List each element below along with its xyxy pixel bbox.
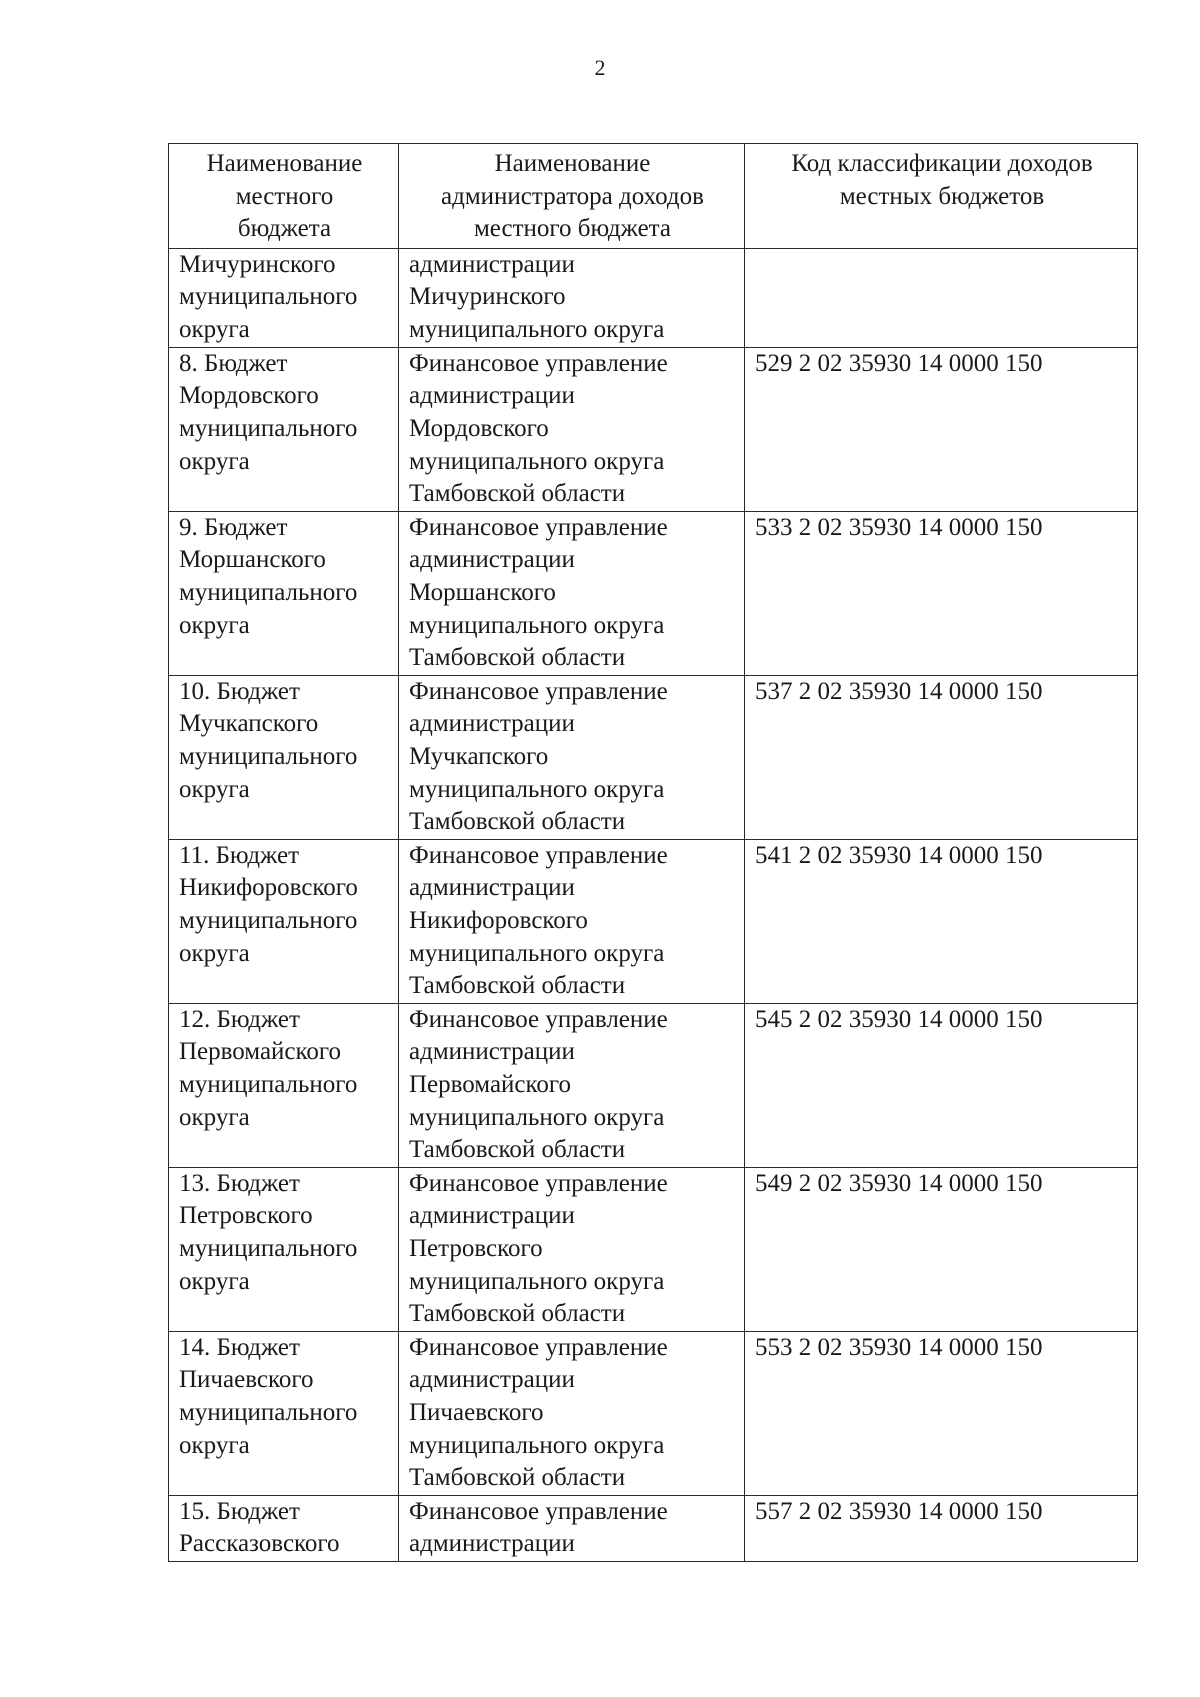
budget-cell bbox=[169, 675, 399, 839]
budget-name: 15. Бюджет Рассказовского bbox=[179, 1497, 340, 1558]
classification-code: 537 2 02 35930 14 0000 150 bbox=[755, 677, 1043, 705]
classification-code: 529 2 02 35930 14 0000 150 bbox=[755, 349, 1043, 377]
header-administrator-name bbox=[399, 144, 745, 249]
header-budget-name bbox=[169, 144, 399, 249]
table-body bbox=[169, 248, 1138, 1561]
administrator-cell bbox=[399, 248, 745, 347]
table-header bbox=[169, 144, 1138, 249]
administrator-name: Финансовое управление администрации Никифоровского муниципального округа Тамбовской области bbox=[409, 841, 668, 1000]
code-cell bbox=[745, 675, 1138, 839]
budget-cell bbox=[169, 248, 399, 347]
code-cell bbox=[745, 511, 1138, 675]
header-classification-code-label: Код классификации доходов местных бюджетов bbox=[791, 150, 1093, 210]
budget-cell bbox=[169, 1331, 399, 1495]
administrator-cell bbox=[399, 1003, 745, 1167]
classification-code: 533 2 02 35930 14 0000 150 bbox=[755, 513, 1043, 541]
administrator-name: Финансовое управление администрации Петровского муниципального округа Тамбовской области bbox=[409, 1169, 668, 1328]
administrator-name: Финансовое управление администрации Пичаевского муниципального округа Тамбовской области bbox=[409, 1333, 668, 1492]
administrator-cell bbox=[399, 1167, 745, 1331]
budget-cell bbox=[169, 839, 399, 1003]
classification-code: 549 2 02 35930 14 0000 150 bbox=[755, 1169, 1043, 1197]
budget-cell bbox=[169, 1167, 399, 1331]
code-cell bbox=[745, 1331, 1138, 1495]
administrator-name: Финансовое управление администрации Мучкапского муниципального округа Тамбовской области bbox=[409, 677, 668, 836]
header-budget-name-label: Наименование местного бюджета bbox=[206, 150, 363, 243]
budget-name: Мичуринского муниципального округа bbox=[179, 250, 358, 343]
classification-code: 545 2 02 35930 14 0000 150 bbox=[755, 1005, 1043, 1033]
header-classification-code bbox=[745, 144, 1138, 249]
budget-name: 12. Бюджет Первомайского муниципального округа bbox=[179, 1005, 358, 1131]
classification-code: 557 2 02 35930 14 0000 150 bbox=[755, 1497, 1043, 1525]
table-row bbox=[169, 248, 1138, 347]
budget-cell bbox=[169, 1003, 399, 1167]
table-row bbox=[169, 1495, 1138, 1561]
classification-code: 541 2 02 35930 14 0000 150 bbox=[755, 841, 1043, 869]
code-cell bbox=[745, 248, 1138, 347]
table-row bbox=[169, 1331, 1138, 1495]
budget-revenue-table bbox=[168, 143, 1138, 1562]
table-row bbox=[169, 1167, 1138, 1331]
table-row bbox=[169, 839, 1138, 1003]
code-cell bbox=[745, 839, 1138, 1003]
code-cell bbox=[745, 1167, 1138, 1331]
administrator-cell bbox=[399, 1495, 745, 1561]
administrator-name: Финансовое управление администрации Моршанского муниципального округа Тамбовской области bbox=[409, 513, 668, 672]
administrator-cell bbox=[399, 511, 745, 675]
administrator-name: администрации Мичуринского муниципального округа bbox=[409, 250, 665, 343]
table-row bbox=[169, 675, 1138, 839]
table-row bbox=[169, 347, 1138, 511]
administrator-name: Финансовое управление администрации bbox=[409, 1497, 668, 1558]
administrator-cell bbox=[399, 839, 745, 1003]
table-header-row bbox=[169, 144, 1138, 249]
budget-cell bbox=[169, 1495, 399, 1561]
code-cell bbox=[745, 347, 1138, 511]
budget-cell bbox=[169, 347, 399, 511]
budget-name: 14. Бюджет Пичаевского муниципального округа bbox=[179, 1333, 358, 1459]
administrator-name: Финансовое управление администрации Первомайского муниципального округа Тамбовской области bbox=[409, 1005, 668, 1164]
administrator-name: Финансовое управление администрации Мордовского муниципального округа Тамбовской области bbox=[409, 349, 668, 508]
header-administrator-name-label: Наименование администратора доходов местного бюджета bbox=[441, 150, 704, 243]
budget-name: 9. Бюджет Моршанского муниципального округа bbox=[179, 513, 358, 639]
classification-code: 553 2 02 35930 14 0000 150 bbox=[755, 1333, 1043, 1361]
code-cell bbox=[745, 1495, 1138, 1561]
page-number: 2 bbox=[594, 55, 606, 80]
budget-cell bbox=[169, 511, 399, 675]
budget-name: 11. Бюджет Никифоровского муниципального округа bbox=[179, 841, 358, 967]
table-row bbox=[169, 511, 1138, 675]
code-cell bbox=[745, 1003, 1138, 1167]
table-row bbox=[169, 1003, 1138, 1167]
administrator-cell bbox=[399, 347, 745, 511]
budget-name: 8. Бюджет Мордовского муниципального округа bbox=[179, 349, 358, 475]
administrator-cell bbox=[399, 1331, 745, 1495]
budget-name: 13. Бюджет Петровского муниципального округа bbox=[179, 1169, 358, 1295]
budget-name: 10. Бюджет Мучкапского муниципального округа bbox=[179, 677, 358, 803]
administrator-cell bbox=[399, 675, 745, 839]
